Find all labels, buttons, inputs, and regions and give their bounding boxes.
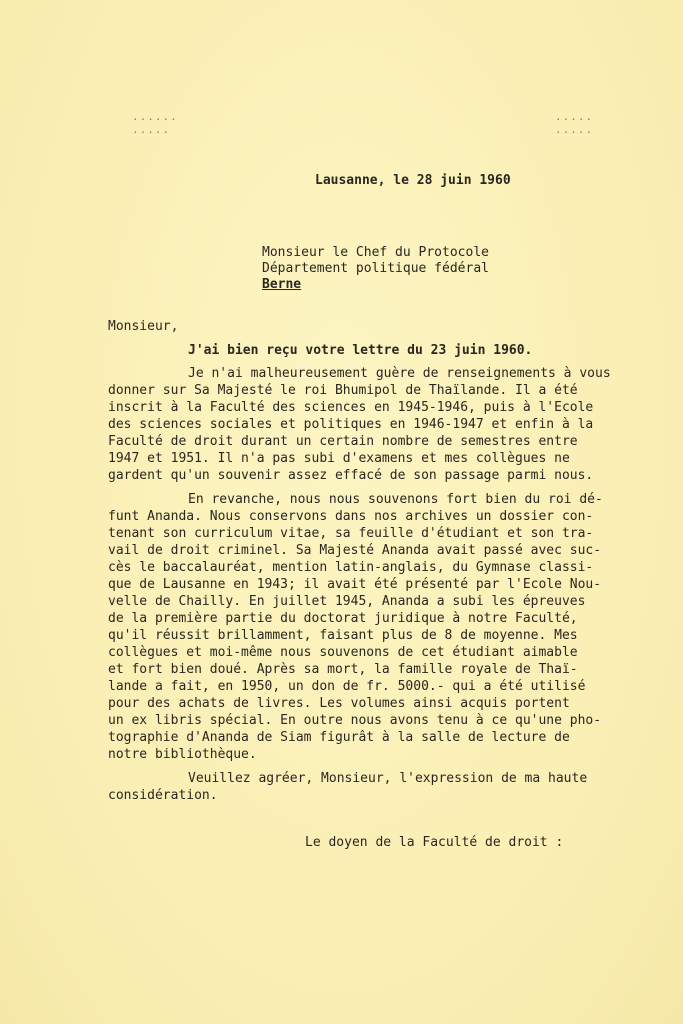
paragraph-3-line: tographie d'Ananda de Siam figurât à la salle de lecture de xyxy=(108,730,570,745)
paragraph-3-line: tenant son curriculum vitae, sa feuille d'étudiant et son tra- xyxy=(108,526,594,541)
paragraph-2-line: gardent qu'un souvenir assez effacé de son passage parmi nous. xyxy=(108,468,594,483)
paragraph-2-line: 1947 et 1951. Il n'a pas subi d'examens et mes collègues ne xyxy=(108,451,570,466)
paragraph-1: J'ai bien reçu votre lettre du 23 juin 1960. xyxy=(188,343,533,358)
paragraph-2-line: donner sur Sa Majesté le roi Bhumipol de Thaïlande. Il a été xyxy=(108,383,578,398)
salutation: Monsieur, xyxy=(108,319,179,334)
paragraph-3-line: funt Ananda. Nous conservons dans nos archives un dossier con- xyxy=(108,509,594,524)
paragraph-2-line: inscrit à la Faculté des sciences en 1945-1946, puis à l'Ecole xyxy=(108,400,594,415)
paragraph-3-line: notre bibliothèque. xyxy=(108,747,257,762)
recipient-line-1: Monsieur le Chef du Protocole xyxy=(262,245,489,260)
paragraph-3-line: En revanche, nous nous souvenons fort bien du roi dé- xyxy=(188,492,603,507)
paragraph-2-line: Faculté de droit durant un certain nombre de semestres entre xyxy=(108,434,578,449)
paragraph-3-line: que de Lausanne en 1943; il avait été présenté par l'Ecole Nou- xyxy=(108,577,602,592)
fold-mark-left-bottom: ..... xyxy=(132,123,171,136)
recipient-line-2: Département politique fédéral xyxy=(262,261,489,276)
place-date: Lausanne, le 28 juin 1960 xyxy=(315,173,511,188)
paragraph-2-line: des sciences sociales et politiques en 1946-1947 et enfin à la xyxy=(108,417,594,432)
paragraph-3-line: collègues et moi-même nous souvenons de cet étudiant aimable xyxy=(108,645,578,660)
paragraph-3-line: lande a fait, en 1950, un don de fr. 5000.- qui a été utilisé xyxy=(108,679,586,694)
paragraph-3-line: velle de Chailly. En juillet 1945, Ananda a subi les épreuves xyxy=(108,594,586,609)
recipient-city: Berne xyxy=(262,277,302,292)
paragraph-3-line: cès le baccalauréat, mention latin-anglais, du Gymnase classi- xyxy=(108,560,594,575)
paragraph-3-line: qu'il réussit brillamment, faisant plus de 8 de moyenne. Mes xyxy=(108,628,578,643)
fold-mark-right-top: ..... xyxy=(555,110,594,123)
paragraph-3-line: pour des achats de livres. Les volumes ainsi acquis portent xyxy=(108,696,570,711)
paragraph-3-line: un ex libris spécial. En outre nous avons tenu à ce qu'une pho- xyxy=(108,713,602,728)
closing-line: considération. xyxy=(108,788,218,803)
closing-line: Veuillez agréer, Monsieur, l'expression de ma haute xyxy=(188,771,588,786)
paragraph-3-line: et fort bien doué. Après sa mort, la famille royale de Thaï- xyxy=(108,662,578,677)
fold-mark-right-bottom: ..... xyxy=(555,123,594,136)
paragraph-2-line: Je n'ai malheureusement guère de renseignements à vous xyxy=(188,366,611,381)
fold-mark-left-top: ...... xyxy=(132,110,178,123)
signature-line: Le doyen de la Faculté de droit : xyxy=(305,835,564,850)
paragraph-3-line: vail de droit criminel. Sa Majesté Ananda avait passé avec suc- xyxy=(108,543,602,558)
paragraph-3-line: de la première partie du doctorat juridique à notre Faculté, xyxy=(108,611,578,626)
